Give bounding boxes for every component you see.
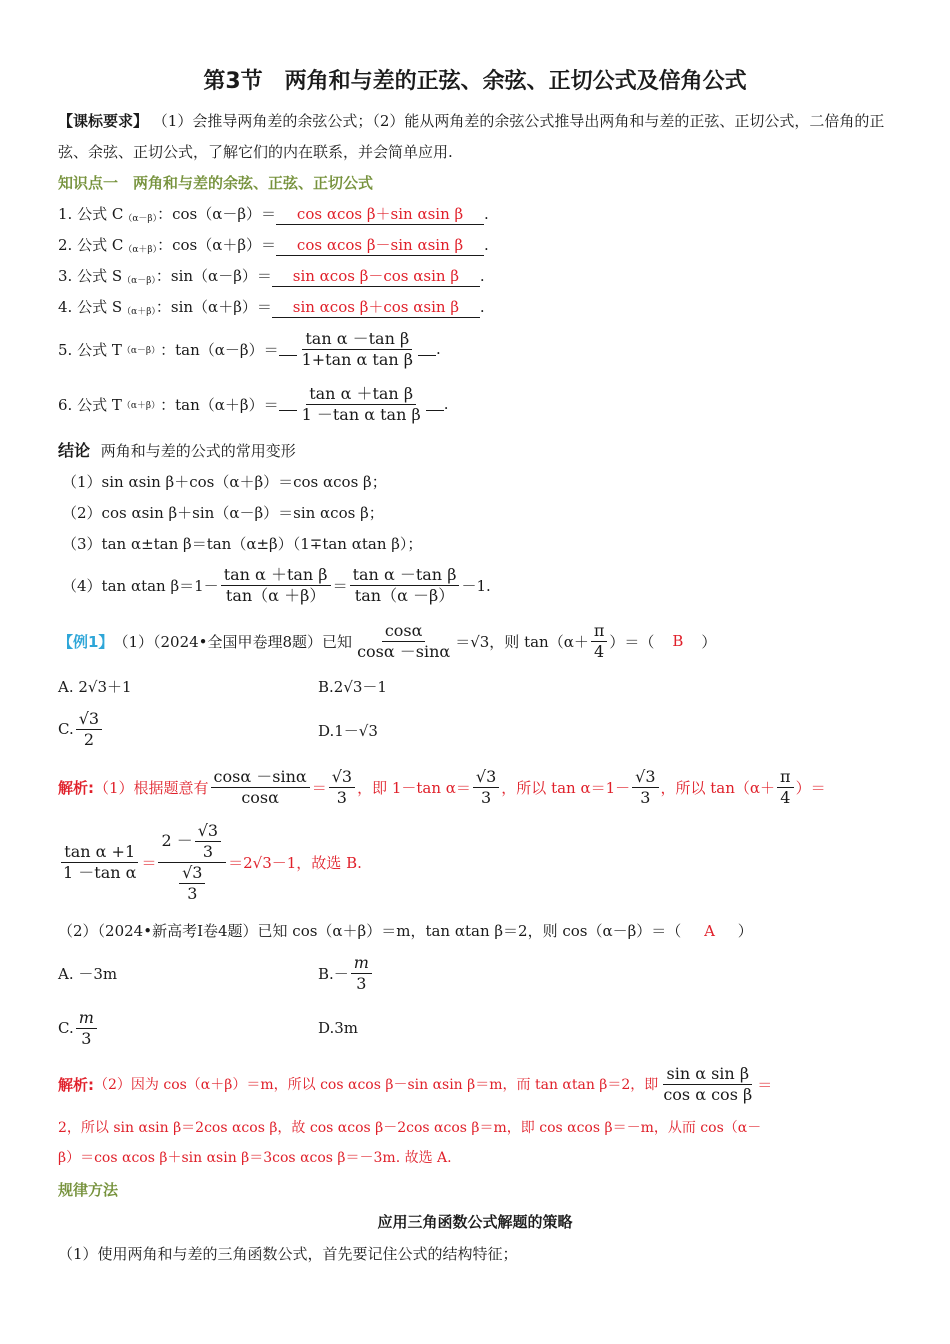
option-label: C. <box>58 1019 74 1037</box>
fraction-denominator: cosα <box>241 787 279 807</box>
formula-lhs: ：sin（α－β）＝ <box>155 267 272 285</box>
item-fraction-1 <box>221 565 331 606</box>
solution-compound-fraction <box>158 821 226 904</box>
item-text: －1. <box>461 576 491 595</box>
fraction-numerator: tan α －tan β <box>302 329 412 350</box>
formula-1 <box>58 203 489 225</box>
fraction-numerator: √3 <box>329 767 355 788</box>
fraction-numerator: m <box>351 953 372 974</box>
solution-text: ，所以 tan α＝1－ <box>501 778 631 797</box>
fraction-denominator: tan（α ＋β） <box>225 585 326 605</box>
method-item-1: （1）使用两角和与差的三角函数公式，首先要记住公式的结构特征； <box>58 1245 518 1263</box>
fraction-denominator: cos α cos β <box>663 1084 753 1104</box>
fraction-denominator: 3 <box>336 787 347 807</box>
solution-text: ＝ <box>311 778 327 797</box>
question-text: ） <box>701 632 717 651</box>
fraction-numerator: π <box>591 621 608 642</box>
solution-fraction-2 <box>329 767 355 808</box>
solution-text: （2）因为 cos（α＋β）＝m，所以 cos αcos β－sin αsin β＝m，而 tan αtan β＝2，即 <box>94 1077 659 1093</box>
solution1-line2 <box>58 816 362 908</box>
conclusion-item-1: （1）sin αsin β＋cos（α＋β）＝cos αcos β； <box>62 473 387 491</box>
fraction-numerator: √3 <box>473 767 499 788</box>
fraction-denominator: 1 －tan α <box>63 862 137 882</box>
option2-b <box>318 950 374 996</box>
fraction-denominator: 4 <box>780 787 791 807</box>
conclusion-item-2: （2）cos αsin β＋sin（α－β）＝sin αcos β； <box>62 504 384 522</box>
formula-lhs: ：tan（α＋β）＝ <box>160 395 279 414</box>
fraction-numerator: tan α +1 <box>61 842 138 863</box>
fraction-denominator: cosα －sinα <box>357 641 451 661</box>
formula-prefix: 1. 公式 C <box>58 205 124 223</box>
fraction-denominator: 3 <box>202 841 214 861</box>
underline-left <box>279 355 297 356</box>
solution-text: ）＝ <box>795 778 826 797</box>
option2-d: D.3m <box>318 1019 359 1037</box>
numerator-text: 2 － <box>161 831 193 850</box>
question-text: ＝√3，则 tan（α＋ <box>455 632 589 651</box>
option-fraction <box>351 953 372 994</box>
underline-right <box>426 410 444 411</box>
fraction-denominator: tan（α －β） <box>354 585 455 605</box>
formula-end: . <box>484 236 489 254</box>
fraction-denominator: 3 <box>481 787 492 807</box>
conclusion-heading <box>58 438 296 461</box>
fraction-numerator: π <box>777 767 794 788</box>
formula-end: . <box>443 395 449 413</box>
underline-right <box>418 355 436 356</box>
fraction-denominator: 3 <box>356 973 367 993</box>
formula-answer: sin αcos β－cos αsin β <box>272 265 480 287</box>
formula-fraction <box>299 329 416 370</box>
method-heading: 应用三角函数公式解题的策略 <box>377 1213 573 1231</box>
item-text: （4）tan αtan β＝1－ <box>62 576 219 595</box>
question-fraction <box>354 621 453 662</box>
formula-answer: sin αcos β＋cos αsin β <box>272 296 480 318</box>
formula-prefix: 2. 公式 C <box>58 236 124 254</box>
formula-subscript: （α－β） <box>123 214 158 224</box>
formula-lhs: ：cos（α－β）＝ <box>157 205 277 223</box>
formula-4 <box>58 296 485 318</box>
formula-2 <box>58 234 489 256</box>
conclusion-item-3: （3）tan α±tan β＝tan（α±β）（1∓tan αtan β）； <box>62 535 423 553</box>
option2-a: A. －3m <box>58 965 118 983</box>
solution2-line3: β）＝cos αcos β＋sin αsin β＝3cos αcos β＝－3m. 故选 A. <box>58 1150 452 1166</box>
solution-text: ，即 1－tan α＝ <box>357 778 471 797</box>
requirement-label: 【课标要求】 <box>58 112 149 130</box>
equals-sign: ＝ <box>141 853 157 872</box>
formula-prefix: 4. 公式 S <box>58 298 123 316</box>
fraction-numerator: √3 <box>632 767 658 788</box>
solution1-line1 <box>58 764 826 810</box>
conclusion-title: 两角和与差的公式的常用变形 <box>100 442 296 460</box>
question-text: （2）（2024•新高考Ⅰ卷4题）已知 cos（α＋β）＝m，tan αtan β＝2，则 cos（α－β）＝（ <box>58 922 682 940</box>
fraction-numerator: tan α ＋tan β <box>306 384 416 405</box>
conclusion-label: 结论 <box>58 441 91 460</box>
fraction-denominator: 3 <box>640 787 651 807</box>
inner-fraction <box>195 821 221 862</box>
solution-label: 解析: <box>58 1075 94 1094</box>
formula-lhs: ：sin（α＋β）＝ <box>155 298 272 316</box>
formula-end: . <box>479 298 485 316</box>
fraction-numerator: √3 <box>179 863 205 884</box>
fraction-numerator: √3 <box>76 709 102 730</box>
section-heading-1: 知识点一 两角和与差的余弦、正弦、正切公式 <box>58 174 374 192</box>
solution-text: ＝2√3－1，故选 B. <box>228 853 362 872</box>
solution-pi-fraction <box>777 767 794 808</box>
fraction-denominator: 4 <box>594 641 605 661</box>
solution-fraction-5 <box>60 842 139 883</box>
formula-end: . <box>484 205 489 223</box>
fraction-numerator: tan α ＋tan β <box>221 565 331 586</box>
fraction-numerator: sin α sin β <box>663 1064 752 1085</box>
method-label: 规律方法 <box>58 1181 119 1199</box>
option-fraction <box>76 1008 97 1049</box>
example1-question1 <box>58 618 716 664</box>
question-text: （1）（2024•全国甲卷理8题）已知 <box>113 632 353 651</box>
fraction-numerator: m <box>76 1008 97 1029</box>
pi-fraction <box>591 621 608 662</box>
fraction-numerator: tan α －tan β <box>350 565 460 586</box>
item-text: ＝ <box>332 576 348 595</box>
formula-subscript: （α＋β） <box>123 245 158 255</box>
underline-left <box>279 410 297 411</box>
fraction-denominator: 3 <box>81 1028 92 1048</box>
option-fraction <box>76 709 102 750</box>
fraction-numerator: √3 <box>195 821 221 842</box>
formula-subscript: （α＋β） <box>122 307 156 317</box>
compound-denominator <box>174 863 210 904</box>
option-c <box>58 706 104 752</box>
solution-fraction-1 <box>211 767 310 808</box>
example-label: 【例1】 <box>58 632 114 651</box>
formula-end: . <box>479 267 485 285</box>
solution-text: ，所以 tan（α＋ <box>660 778 776 797</box>
item-fraction-2 <box>350 565 460 606</box>
formula-subscript: （α＋β） <box>121 400 161 411</box>
solution2-line1 <box>58 1061 772 1107</box>
formula-lhs: ：cos（α＋β）＝ <box>157 236 277 254</box>
question-text: ） <box>737 922 753 940</box>
option-d: D.1－√3 <box>318 722 378 740</box>
solution-text: （1）根据题意有 <box>94 778 209 797</box>
fraction-denominator: 1+tan α tan β <box>301 349 414 369</box>
formula-prefix: 6. 公式 T <box>58 395 122 414</box>
option-a: A. 2√3＋1 <box>58 678 132 696</box>
formula-3 <box>58 265 485 287</box>
formula-answer: cos αcos β＋sin αsin β <box>276 203 484 225</box>
answer-choice: A <box>704 922 715 940</box>
compound-numerator <box>158 821 226 863</box>
solution-fraction-4 <box>632 767 658 808</box>
page-title: 第3节 两角和与差的正弦、余弦、正切公式及倍角公式 <box>203 69 747 94</box>
solution-label: 解析: <box>58 778 94 797</box>
solution2-line2: 2，所以 sin αsin β＝2cos αcos β，故 cos αcos β－2cos αcos β＝m，即 cos αcos β＝－m，从而 cos（α－ <box>58 1120 762 1136</box>
formula-subscript: （α－β） <box>121 345 161 356</box>
fraction-numerator: cosα <box>382 621 426 642</box>
solution-text: ＝ <box>757 1075 773 1094</box>
example1-question2 <box>58 920 753 941</box>
option-b: B.2√3－1 <box>318 678 387 696</box>
fraction-denominator: 2 <box>83 729 94 749</box>
solution-fraction <box>660 1064 755 1105</box>
formula-prefix: 5. 公式 T <box>58 340 122 359</box>
option-label: B.－ <box>318 964 349 983</box>
requirement-paragraph <box>58 106 892 168</box>
requirement-text: （1）会推导两角差的余弦公式；（2）能从两角差的余弦公式推导出两角和与差的正弦、正切公式，二倍角的正弦、余弦、正切公式，了解它们的内在联系，并会简单应用. <box>58 112 885 161</box>
option2-c <box>58 1005 99 1051</box>
fraction-denominator: 1 －tan α tan β <box>301 404 421 424</box>
option-label: C. <box>58 720 74 738</box>
conclusion-item-4 <box>62 562 491 608</box>
inner-fraction <box>179 863 205 904</box>
formula-subscript: （α－β） <box>122 276 156 286</box>
formula-end: . <box>436 340 441 358</box>
formula-lhs: ：tan（α－β）＝ <box>160 340 279 359</box>
formula-fraction <box>299 384 424 425</box>
answer-choice: B <box>672 632 684 650</box>
formula-6 <box>58 381 449 427</box>
question-text: ）＝（ <box>609 632 655 651</box>
formula-prefix: 3. 公式 S <box>58 267 123 285</box>
fraction-numerator: cosα －sinα <box>211 767 310 788</box>
solution-fraction-3 <box>473 767 499 808</box>
fraction-denominator: 3 <box>187 883 198 903</box>
formula-5 <box>58 326 441 372</box>
formula-answer: cos αcos β－sin αsin β <box>276 234 484 256</box>
